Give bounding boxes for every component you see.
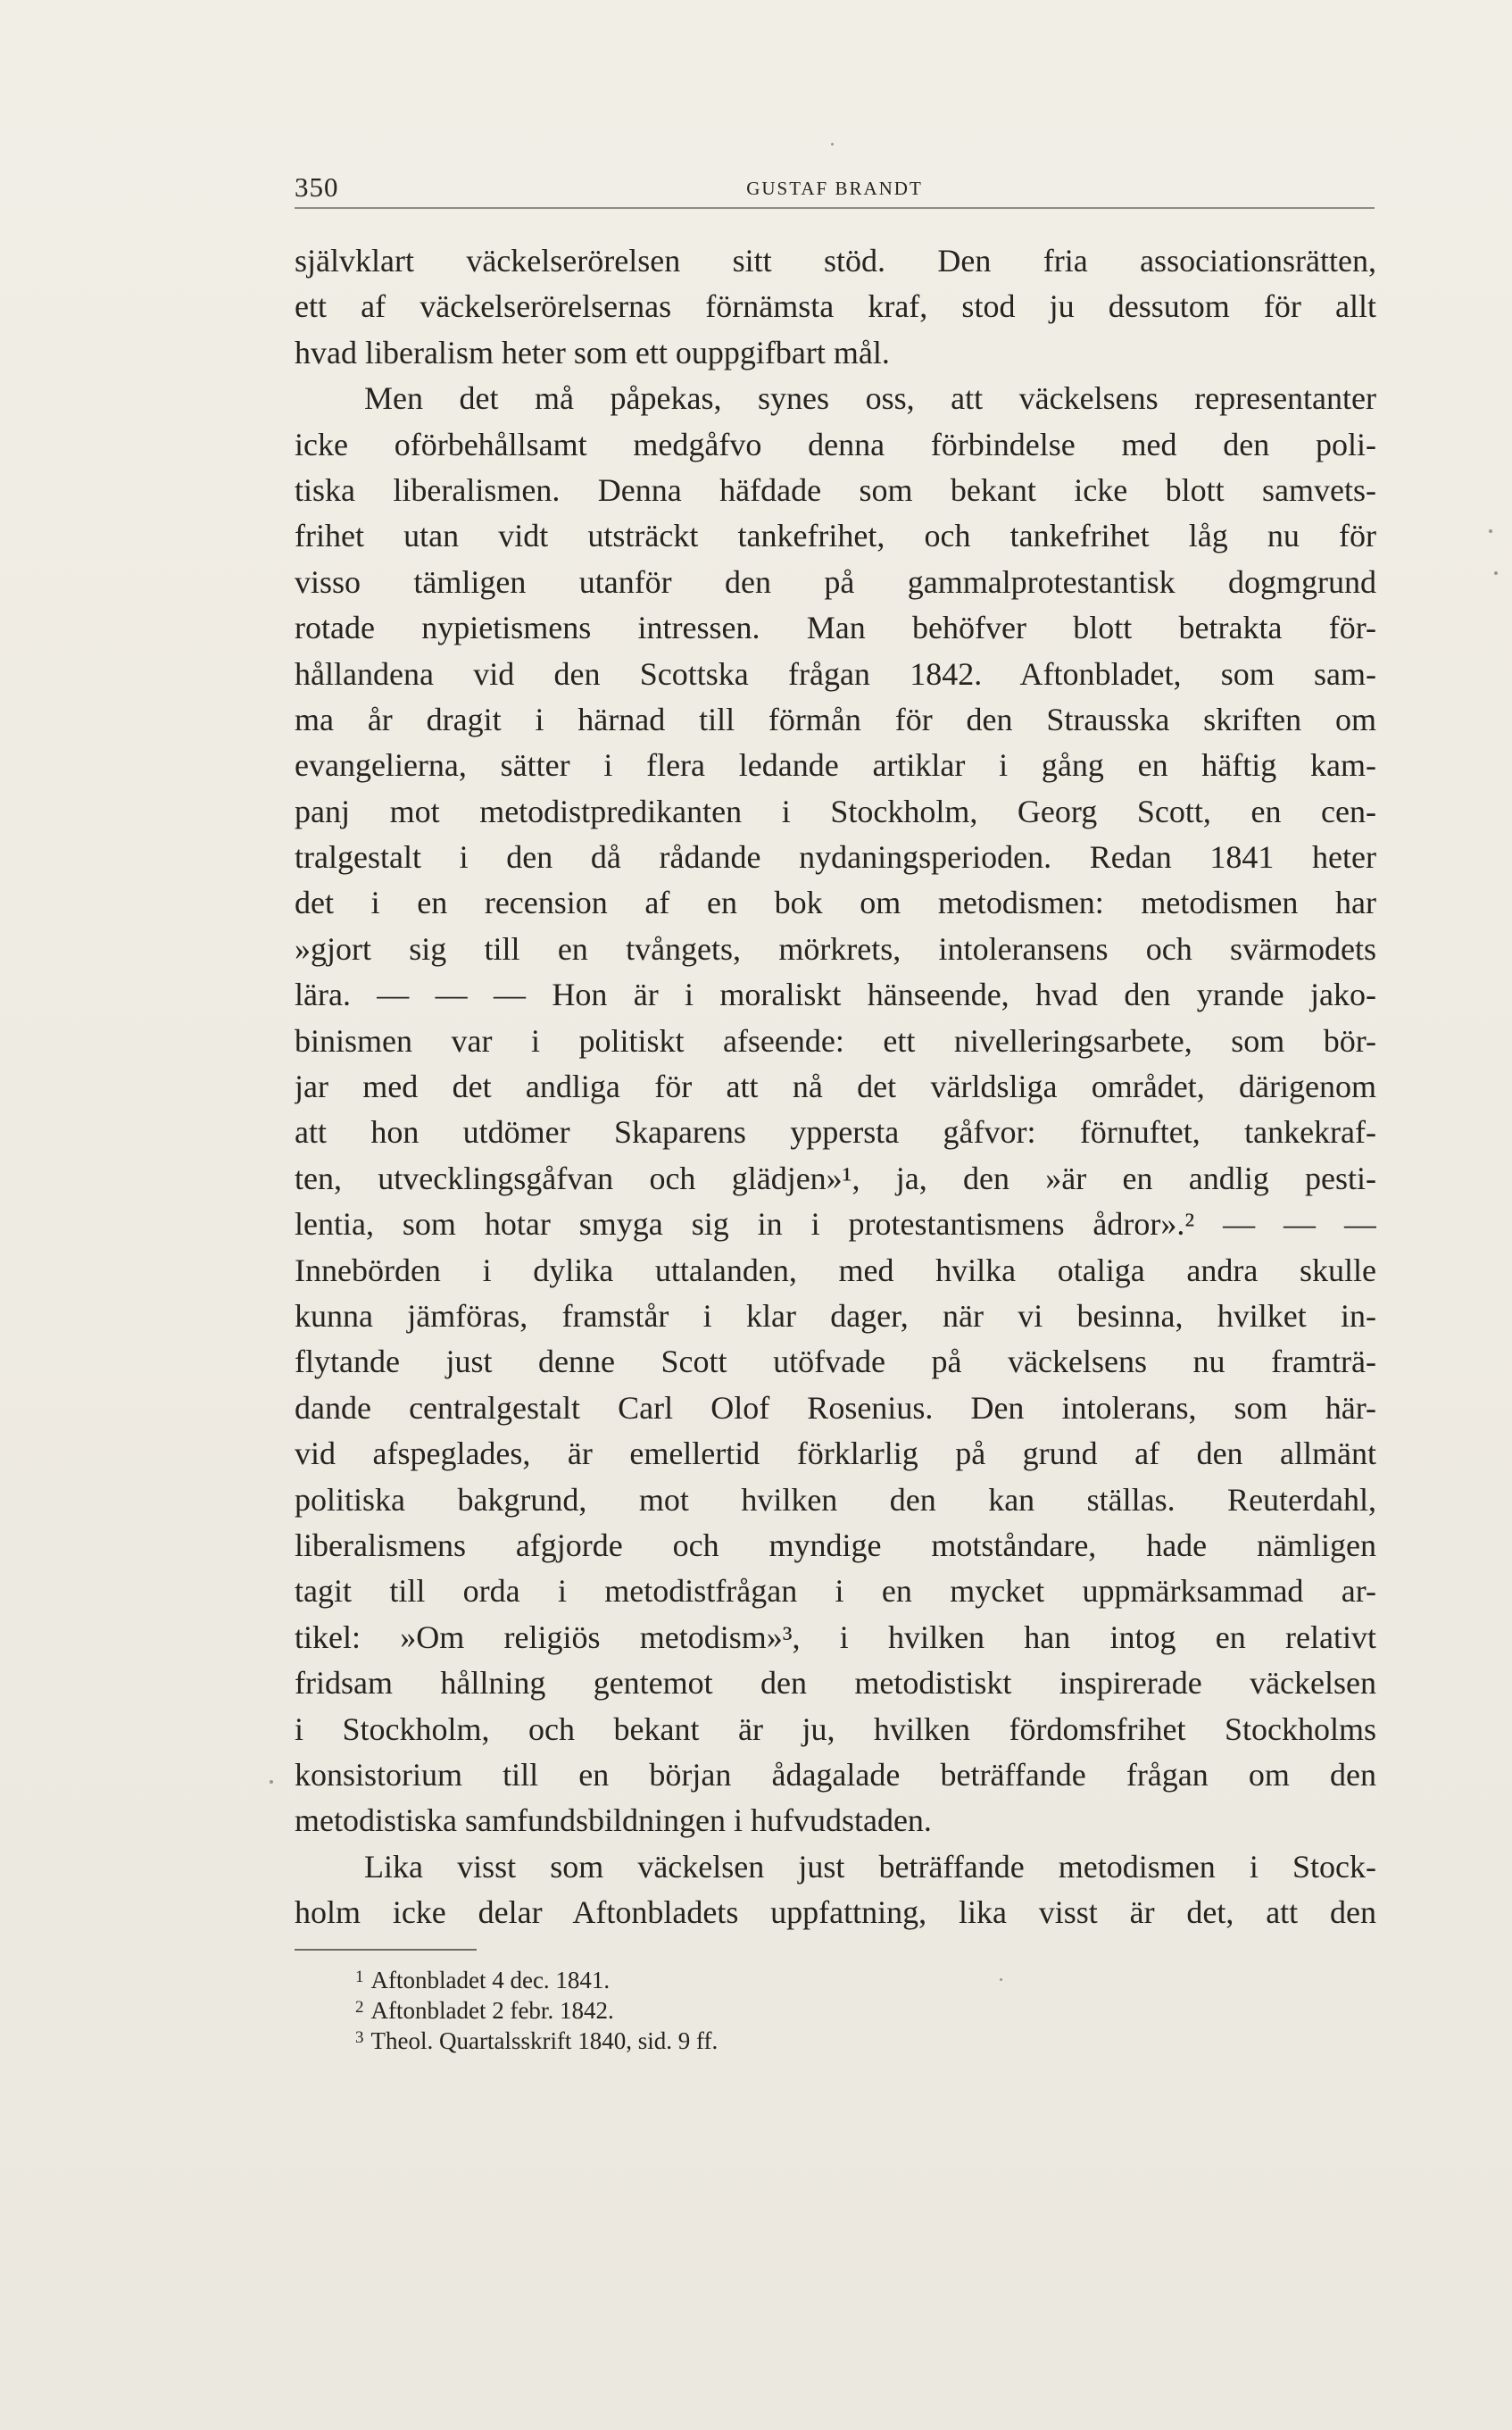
text-line: lära. — — — Hon är i moraliskt hänseende, hvad den yrande jako- [295,977,1376,1013]
text-line: att hon utdömer Skaparens yppersta gåfvor: förnuftet, tankekraf- [295,1114,1376,1151]
text-line: konsistorium till en början ådagalade beträffande frågan om den [295,1756,1376,1793]
text-line: frihet utan vidt utsträckt tankefrihet, och tankefrihet låg nu för [295,518,1376,554]
text-line: Men det må påpekas, synes oss, att väckelsens representanter [364,380,1376,417]
text-line: lentia, som hotar smyga sig in i protestantismens ådror».² — — — [295,1206,1376,1243]
paper-speck [270,1780,273,1784]
text-line: tiska liberalismen. Denna häfdade som bekant icke blott samvets- [295,471,1376,508]
text-line: visso tämligen utanför den på gammalprotestantisk dogmgrund [295,563,1376,600]
text-line: tralgestalt i den då rådande nydaningsperioden. Redan 1841 heter [295,839,1376,876]
text-line: vid afspeglades, är emellertid förklarlig på grund af den allmänt [295,1436,1376,1472]
text-line: binismen var i politiskt afseende: ett nivelleringsarbete, som bör- [295,1022,1376,1059]
text-line: politiska bakgrund, mot hvilken den kan ställas. Reuterdahl, [295,1481,1376,1518]
text-line: holm icke delar Aftonbladets uppfattning, lika visst är det, att den [295,1894,1376,1931]
text-line: ett af väckelserörelsernas förnämsta kraf, stod ju dessutom för allt [295,288,1376,325]
footnote-divider [295,1949,477,1951]
text-line: icke oförbehållsamt medgåfvo denna förbindelse med den poli- [295,426,1376,462]
text-line: jar med det andliga för att nå det världsliga området, därigenom [295,1069,1376,1105]
footnote [355,1993,1159,2023]
text-line: fridsam hållning gentemot den metodistiskt inspirerade väckelsen [295,1665,1376,1702]
footnote-marker: 3 [355,2028,364,2047]
footnote-text: Theol. Quartalsskrift 1840, sid. 9 ff. [370,2027,719,2054]
text-line: rotade nypietismens intressen. Man behöfver blott betrakta för- [295,610,1376,646]
footnote-text: Aftonbladet 4 dec. 1841. [370,1967,611,1993]
text-line: i Stockholm, och bekant är ju, hvilken fördomsfrihet Stockholms [295,1710,1376,1747]
text-line: det i en recension af en bok om metodismen: metodismen har [295,885,1376,921]
body-text [295,238,1376,1935]
text-line: Lika visst som väckelsen just beträffande metodismen i Stock- [364,1848,1376,1885]
footnote-text: Aftonbladet 2 febr. 1842. [370,1997,614,2024]
footnote [355,2023,1159,2053]
text-line: tikel: »Om religiös metodism»³, i hvilken han intog en relativt [295,1619,1376,1655]
text-line: kunna jämföras, framstår i klar dager, när vi besinna, hvilket in- [295,1297,1376,1334]
text-line: hållandena vid den Scottska frågan 1842. Aftonbladet, som sam- [295,655,1376,692]
text-line: flytande just denne Scott utöfvade på väckelsens nu framträ- [295,1344,1376,1380]
paper-speck [1489,529,1492,533]
text-line: metodistiska samfundsbildningen i hufvudstaden. [295,1802,932,1839]
footnote-marker: 2 [355,1998,364,2017]
text-line: dande centralgestalt Carl Olof Rosenius. Den intolerans, som här- [295,1389,1376,1426]
footnote [355,1962,1159,1993]
footnote-marker: 1 [355,1968,364,1986]
text-line: ten, utvecklingsgåfvan och glädjen»¹, ja, den »är en andlig pesti- [295,1160,1376,1196]
text-line: Innebörden i dylika uttalanden, med hvilka otaliga andra skulle [295,1252,1376,1288]
text-line: liberalismens afgjorde och myndige motståndare, hade nämligen [295,1527,1376,1563]
page-number: 350 [295,171,339,203]
paper-speck [1494,571,1498,575]
footnotes [355,1962,1159,2053]
paper-speck [831,143,834,146]
text-line: tagit till orda i metodistfrågan i en mycket uppmärksammad ar- [295,1573,1376,1610]
text-line: »gjort sig till en tvångets, mörkrets, intoleransens och svärmodets [295,930,1376,967]
running-head: GUSTAF BRANDT [746,178,923,199]
page-header [295,152,1375,209]
text-line: självklart väckelserörelsen sitt stöd. Den fria associationsrätten, [295,243,1376,279]
text-line: evangelierna, sätter i flera ledande artiklar i gång en häftig kam- [295,747,1376,784]
text-line: hvad liberalism heter som ett ouppgifbart mål. [295,334,890,370]
paper-speck [1000,1978,1002,1981]
text-line: ma år dragit i härnad till förmån för den Strausska skriften om [295,701,1376,737]
text-line: panj mot metodistpredikanten i Stockholm, Georg Scott, en cen- [295,793,1376,829]
